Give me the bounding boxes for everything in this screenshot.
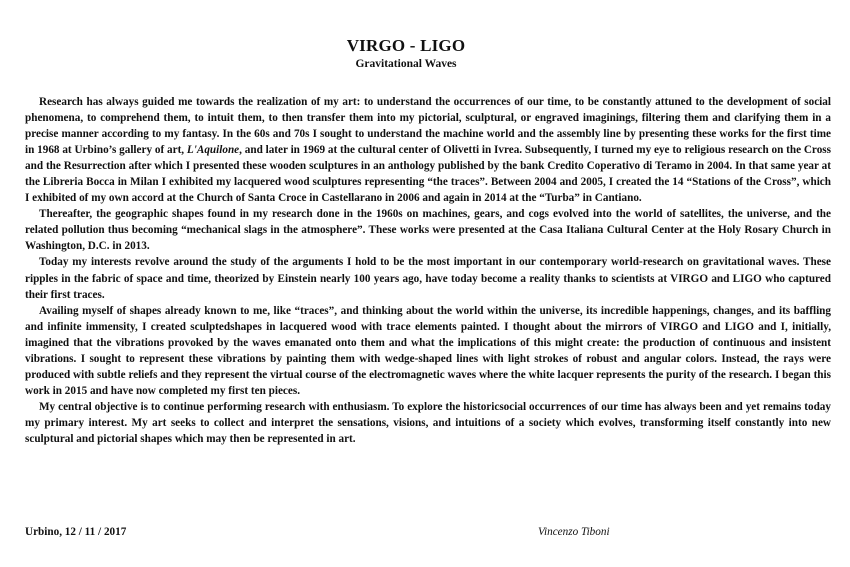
paragraph-2: Thereafter, the geographic shapes found in my research done in the 1960s on machines, gears, and cogs evolved into the world of satellites, the universe, and the related pollution thus becoming “mechanical slags in the atmosphere”. These works were presented at the Casa Italiana Cultural Center at the Holy Rosary Church in Washington, D.C. in 2013.	[25, 208, 831, 253]
document-body	[25, 94, 831, 447]
paragraph-5: My central objective is to continue performing research with enthusiasm. To explore the historicsocial occurrences of our time has always been and yet remains today my primary interest. My art seeks to collect and interpret the sensations, visions, and intuitions of a society which evolves, transforming itself constantly into new sculptural and pictorial shapes which may then be represented in art.	[25, 400, 831, 445]
paragraph-3: Today my interests revolve around the study of the arguments I hold to be the most important in our contemporary world-research on gravitational waves. These ripples in the fabric of space and time, theorized by Einstein nearly 100 years ago, have today become a reality thanks to scientists at VIRGO and LIGO who captured their first traces.	[25, 256, 831, 301]
author-signature: Vincenzo Tiboni	[538, 526, 610, 538]
gallery-name: L'Aquilone	[186, 144, 240, 157]
paragraph-1	[25, 94, 831, 206]
paragraph-1-text-after: , and later in 1969 at the cultural center of Olivetti in Ivrea. Subsequently, I turned my eye to religious research on the Cross and the Resurrection after which I presented these wooden sculptures in an anthology published by the bank Credito Coperativo di Teramo in 2004. In that same year at the Libreria Bocca in Milan I exhibited my lacquered wood sculptures representing “the traces”. Between 2004 and 2005, I created the 14 “Stations of the Cross”, which I exhibited of my own accord at the Church of Santa Croce in Castellarano in 2006 and again in 2014 at the “Turba” in Cantiano.	[25, 144, 832, 205]
place-and-date: Urbino, 12 / 11 / 2017	[25, 526, 127, 538]
document-title: VIRGO - LIGO	[346, 36, 466, 55]
paragraph-4: Availing myself of shapes already known to me, like “traces”, and thinking about the world within the universe, its incredible happenings, changes, and its baffling and infinite immensity, I created sculptedshapes in lacquered wood with trace elements painted. I thought about the mirrors of VIRGO and LIGO and I, initially, imagined that the vibrations provoked by the waves emanated onto them and what the implications of this might create: the production of continuous and insistent vibrations. I sought to represent these vibrations by painting them with wedge-shaped lines with light strokes of robust and angular colors. Instead, the rays were produced with subtle reliefs and they represent the virtual course of the electromagnetic waves where the white lacquer represents the purity of the research. I began this work in 2015 and have now completed my first ten pieces.	[25, 304, 831, 397]
paragraph-1-text-before: Research has always guided me towards the realization of my art: to understand the occurrences of our time, to be constantly attuned to the development of social phenomena, to comprehend them, to intuit them, to then transfer them into my pictorial, sculptural, or engraved imaginings, filtering them and clarifying them in a precise manner according to my fantasy. In the 60s and 70s I sought to understand the machine world and the assembly line by presenting these works for the first time in 1968 at Urbino’s gallery of art,	[25, 96, 831, 157]
document-subtitle: Gravitational Waves	[355, 58, 457, 70]
